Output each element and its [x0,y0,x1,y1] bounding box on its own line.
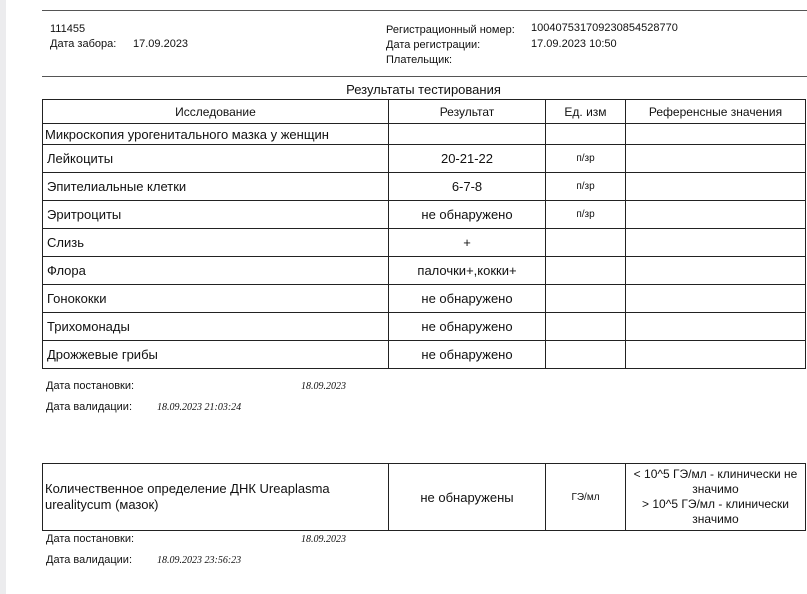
test-result: не обнаружены [389,464,546,531]
test-result: + [389,229,546,257]
header-top-rule [42,10,807,11]
table-row [43,145,806,173]
test-unit [546,285,626,313]
reference-line: < 10^5 ГЭ/мл - клинически не значимо [633,467,798,496]
payer-label: Плательщик: [386,54,453,66]
validation-date: 18.09.2023 21:03:24 [157,402,242,413]
test-unit [546,313,626,341]
validation-date: 18.09.2023 23:56:23 [157,555,242,566]
test-reference [626,201,806,229]
table-header-row [43,100,806,124]
test-reference [626,285,806,313]
reg-date: 17.09.2023 10:50 [531,38,617,50]
test-result: 6-7-8 [389,173,546,201]
reference-line: > 10^5 ГЭ/мл - клинически значимо [642,497,789,526]
header-bottom-rule [42,76,807,77]
group-unit-cell [546,124,626,145]
table-row [43,285,806,313]
test-result: не обнаружено [389,285,546,313]
group-row [43,124,806,145]
reg-number-label: Регистрационный номер: [386,24,515,36]
test-name: Трихомонады [43,313,389,341]
results-title: Результаты тестирования [346,82,501,97]
test-reference [626,145,806,173]
setup-date: 18.09.2023 [301,534,346,545]
test-unit [546,341,626,369]
test-unit: п/зр [546,201,626,229]
collection-date-label: Дата забора: [50,38,117,50]
test-unit: ГЭ/мл [546,464,626,531]
col-header-unit: Ед. изм [546,100,626,124]
test-name: Слизь [43,229,389,257]
test-reference [626,464,806,531]
group-title: Микроскопия урогенитального мазка у женщин [43,124,389,145]
test-unit: п/зр [546,173,626,201]
test-result: не обнаружено [389,201,546,229]
test-name: Дрожжевые грибы [43,341,389,369]
group-ref-cell [626,124,806,145]
patient-id: 111455 [50,23,86,35]
reg-number: 1004075317092308545287​70 [531,22,678,34]
results-table [42,99,806,369]
page-edge [0,0,6,594]
validation-date-label: Дата валидации: [46,401,132,413]
col-header-test: Исследование [43,100,389,124]
table-row [43,313,806,341]
test-unit [546,257,626,285]
test-name: Гонококки [43,285,389,313]
test-name: Эпителиальные клетки [43,173,389,201]
validation-date-label: Дата валидации: [46,554,132,566]
table-row [43,173,806,201]
table-row [43,464,806,531]
test-reference [626,173,806,201]
test-unit: п/зр [546,145,626,173]
test-unit [546,229,626,257]
test-reference [626,313,806,341]
group-result-cell [389,124,546,145]
test-reference [626,341,806,369]
col-header-reference: Референсные значения [626,100,806,124]
test-result: палочки+,кокки+ [389,257,546,285]
test-name: Количественное определение ДНК Ureaplasma urealitycum (мазок) [43,464,389,531]
collection-date: 17.09.2023 [133,38,189,50]
setup-date-label: Дата постановки: [46,380,135,392]
setup-date: 18.09.2023 [301,381,346,392]
test-name: Флора [43,257,389,285]
test-result: не обнаружено [389,313,546,341]
test-result: не обнаружено [389,341,546,369]
table-row [43,257,806,285]
test-name: Эритроциты [43,201,389,229]
col-header-result: Результат [389,100,546,124]
test-result: 20-21-22 [389,145,546,173]
table-row [43,341,806,369]
setup-date-label: Дата постановки: [46,533,135,545]
reg-date-label: Дата регистрации: [386,39,481,51]
dna-results-table [42,463,806,531]
test-reference [626,257,806,285]
test-name: Лейкоциты [43,145,389,173]
test-reference [626,229,806,257]
table-row [43,229,806,257]
table-row [43,201,806,229]
